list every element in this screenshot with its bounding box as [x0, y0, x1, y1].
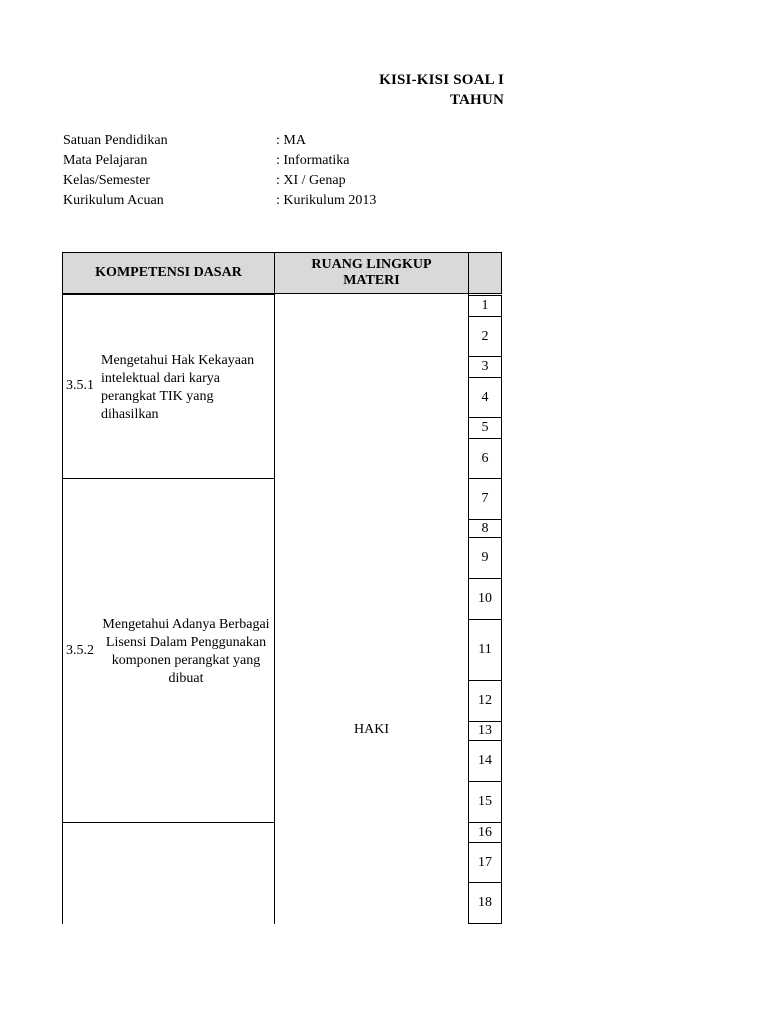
kisi-kisi-table: [62, 252, 502, 924]
document-title-line-1: KISI-KISI SOAL I: [379, 72, 504, 88]
ruang-lingkup-cell: [274, 293, 469, 924]
nomor-cell-15: 15: [468, 781, 502, 823]
kd-cell-3: [62, 822, 275, 924]
nomor-cell-14: 14: [468, 740, 502, 782]
nomor-cell-3: 3: [468, 356, 502, 378]
nomor-cell-2: 2: [468, 316, 502, 357]
nomor-cell-6: 6: [468, 438, 502, 479]
info-value: : XI / Genap: [276, 173, 346, 188]
ruang-lingkup-text: HAKI: [354, 722, 389, 737]
nomor-cell-16: 16: [468, 822, 502, 843]
kd-code: 3.5.2: [66, 643, 94, 658]
nomor-cell-18: 18: [468, 882, 502, 924]
nomor-cell-9: 9: [468, 537, 502, 579]
kd-text: Mengetahui Hak Kekayaan intelektual dari karya perangkat TIK yang dihasilkan: [101, 353, 255, 422]
nomor-cell-17: 17: [468, 842, 502, 883]
header-ruang-lingkup: [274, 252, 469, 294]
header-nomor: [468, 252, 502, 294]
document-title-line-2: TAHUN: [449, 92, 504, 108]
info-label: Kurikulum Acuan: [63, 193, 164, 208]
nomor-cell-1: 1: [468, 295, 502, 317]
nomor-cell-4: 4: [468, 377, 502, 418]
header-kompetensi-dasar: [62, 252, 275, 294]
nomor-cell-11: 11: [468, 619, 502, 681]
header-ruang-line-2: MATERI: [343, 273, 400, 288]
info-value: : MA: [276, 133, 306, 148]
info-label: Kelas/Semester: [63, 173, 151, 188]
info-value: : Kurikulum 2013: [276, 193, 377, 208]
nomor-cell-7: 7: [468, 478, 502, 520]
header-ruang-line-1: RUANG LINGKUP: [311, 257, 432, 272]
info-value: : Informatika: [276, 153, 350, 168]
nomor-cell-12: 12: [468, 680, 502, 722]
title-block: [0, 72, 768, 112]
nomor-cell-13: 13: [468, 721, 502, 741]
header-kompetensi-label: KOMPETENSI DASAR: [95, 265, 242, 280]
kd-cell-1: [62, 294, 275, 479]
nomor-cell-5: 5: [468, 417, 502, 439]
kd-cell-2: [62, 478, 275, 823]
info-label: Satuan Pendidikan: [63, 133, 168, 148]
kd-text: Mengetahui Adanya Berbagai Lisensi Dalam Penggunakan komponen perangkat yang dibuat: [102, 617, 270, 686]
nomor-cell-10: 10: [468, 578, 502, 620]
kd-code: 3.5.1: [66, 378, 94, 393]
info-label: Mata Pelajaran: [63, 153, 148, 168]
nomor-cell-8: 8: [468, 519, 502, 538]
